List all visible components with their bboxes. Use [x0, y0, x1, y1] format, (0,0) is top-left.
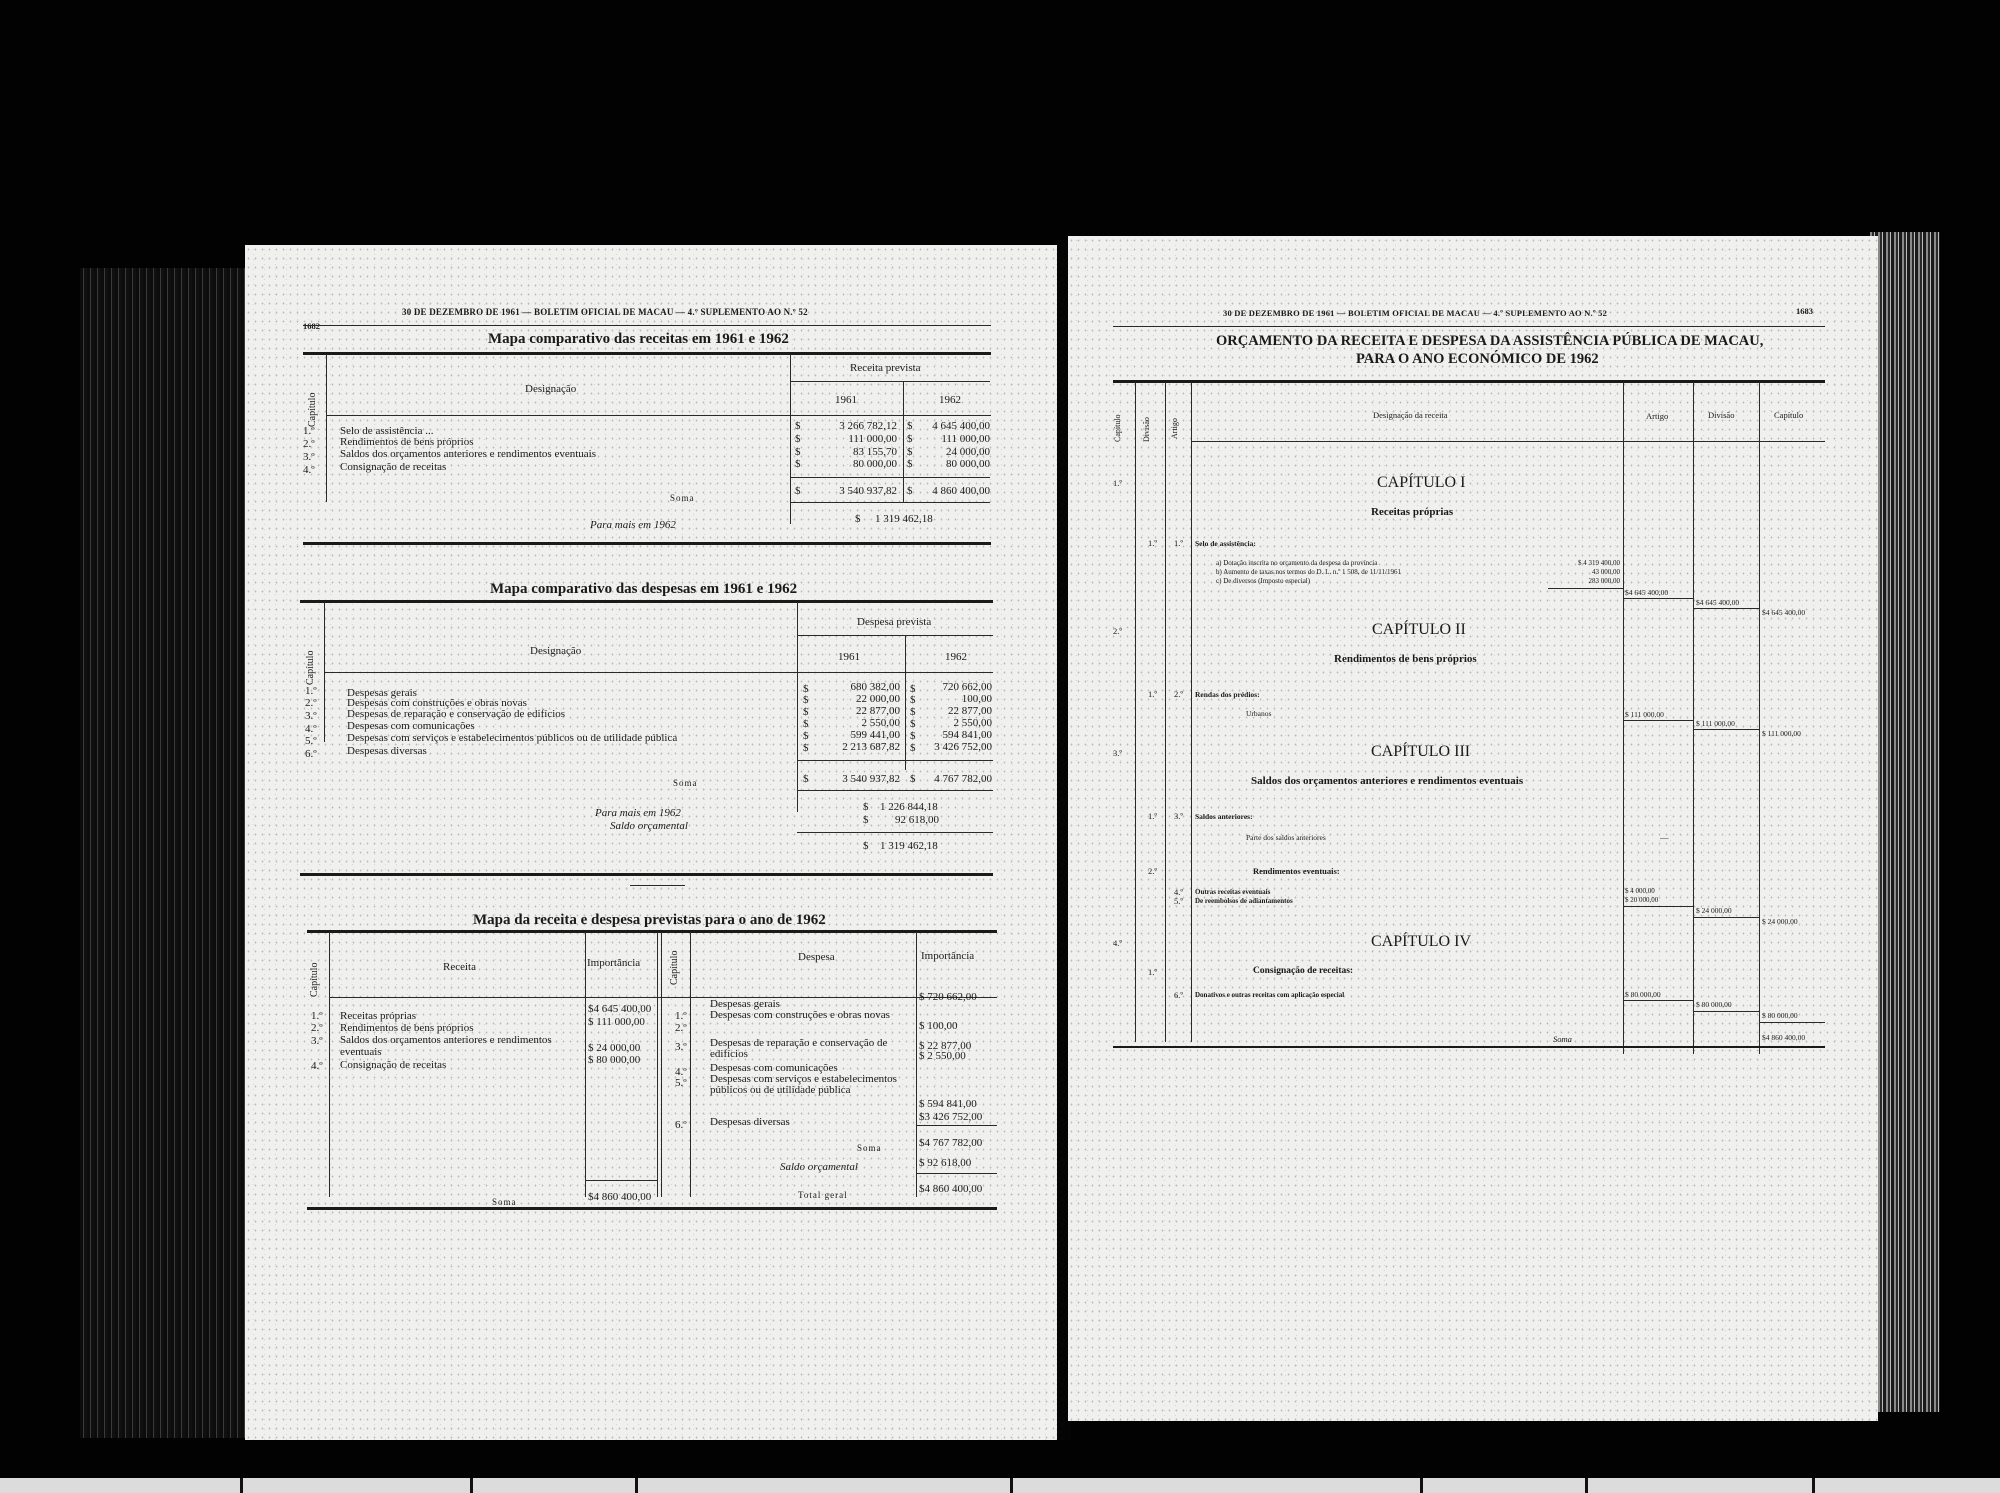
chapter-subheading: Saldos dos orçamentos anteriores e rendimentos eventuais: [1251, 775, 1524, 787]
item-label: Parte dos saldos anteriores: [1246, 833, 1326, 842]
rule: [1623, 906, 1693, 907]
division-number: 2.º: [1148, 866, 1158, 876]
row-label: Despesas gerais: [710, 998, 780, 1010]
rule: [300, 873, 993, 876]
column-header: 1962: [945, 651, 967, 663]
chapter-subheading: Rendimentos de bens próprios: [1334, 653, 1477, 665]
rule: [797, 635, 993, 636]
row-cap: 2.º: [311, 1022, 323, 1034]
scan-tick: [635, 1478, 638, 1493]
rule: [1113, 326, 1825, 327]
soma-receita-value: $4 860 400,00: [588, 1191, 652, 1203]
divisao-total: $ 80 000,00: [1696, 1000, 1732, 1009]
rule: [307, 1207, 997, 1210]
row-cap: 4.º: [311, 1060, 323, 1072]
running-header: 30 DE DEZEMBRO DE 1961 — BOLETIM OFICIAL DE MACAU — 4.º SUPLEMENTO AO N.º 52: [402, 307, 808, 317]
rule: [324, 672, 993, 673]
rule: [1191, 382, 1192, 1042]
article-number: 1.º: [1174, 538, 1184, 548]
book-edge-right: [1870, 232, 1940, 1412]
rule: [916, 1173, 997, 1174]
currency: $: [855, 513, 861, 525]
value-1962: 100,00: [961, 693, 992, 705]
page-number: 1682: [303, 321, 320, 331]
chapter-heading: CAPÍTULO III: [1371, 743, 1471, 760]
capitulo-total: $ 80 000,00: [1762, 1011, 1798, 1020]
currency: $: [907, 446, 913, 458]
table-title: Mapa da receita e despesa previstas para o ano de 1962: [473, 912, 826, 928]
row-value: $ 2 550,00: [919, 1050, 966, 1062]
rule: [326, 354, 327, 502]
column-header: Capítulo: [1774, 410, 1804, 420]
column-header: Divisão: [1708, 410, 1735, 420]
item-label: Urbanos: [1246, 709, 1272, 718]
rule: [916, 1125, 997, 1126]
currency: $: [803, 694, 809, 706]
page-number: 1683: [1796, 306, 1813, 316]
soma-receita-label: Soma: [492, 1197, 517, 1207]
value-1961: 80 000,00: [853, 458, 897, 470]
currency: $: [907, 433, 913, 445]
value-1962: 4 645 400,00: [932, 420, 990, 432]
item-value: 43 000,00: [1592, 568, 1620, 576]
article-number: 2.º: [1174, 689, 1184, 699]
capitulo-total: $ 24 000,00: [1762, 917, 1798, 926]
item-label: a) Dotação inscrita no orçamento da despesa da província: [1216, 559, 1378, 567]
soma-1961: 3 540 937,82: [839, 485, 897, 497]
row-label: Consignação de receitas: [340, 461, 447, 473]
soma-label: Soma: [1553, 1034, 1572, 1044]
total-geral-value: $4 860 400,00: [919, 1183, 983, 1195]
row-cap: 1.º: [303, 425, 315, 437]
column-header: Capítulo: [1113, 414, 1122, 442]
row-cap: 3.º: [303, 451, 315, 463]
rule: [329, 997, 997, 998]
rule: [326, 415, 991, 416]
rule: [1191, 441, 1825, 442]
row-label: Despesas de reparação e conservação de edifícios: [710, 1037, 888, 1060]
para-mais-value: 1 226 844,18: [880, 801, 938, 813]
table-title: Mapa comparativo das receitas em 1961 e 1962: [488, 331, 789, 347]
row-cap: 4.º: [303, 464, 315, 476]
column-header: Despesa prevista: [857, 616, 932, 628]
left-page: [245, 245, 1057, 1440]
value-1962: 22 877,00: [948, 705, 992, 717]
row-label: Despesas com comunicações: [347, 720, 475, 732]
right-page: [1068, 236, 1878, 1421]
value-1962: 594 841,00: [942, 729, 992, 741]
currency: $: [910, 683, 916, 695]
chapter-heading: CAPÍTULO II: [1372, 621, 1466, 638]
value-1961: 3 266 782,12: [839, 420, 897, 432]
column-header: Designação da receita: [1373, 410, 1448, 420]
rule: [916, 932, 917, 1197]
row-value: $3 426 752,00: [919, 1111, 983, 1123]
article-value: $ 20 000,00: [1625, 896, 1659, 904]
currency: $: [863, 801, 869, 813]
book-edge-left: [80, 268, 245, 1438]
currency: $: [910, 773, 916, 785]
row-label: Receitas próprias: [340, 1010, 417, 1022]
rule: [630, 885, 685, 886]
value-1962: 3 426 752,00: [934, 741, 992, 753]
scan-tick: [470, 1478, 473, 1493]
rule: [1759, 382, 1760, 1054]
rule: [790, 477, 990, 478]
soma-1962: 4 767 782,00: [934, 773, 992, 785]
article-label: Rendas dos prédios:: [1195, 690, 1260, 699]
column-header: Importância: [921, 950, 975, 962]
row-label: Rendimentos de bens próprios: [340, 436, 474, 448]
document-title-line1: ORÇAMENTO DA RECEITA E DESPESA DA ASSISTÊNCIA PÚBLICA DE MACAU,: [1216, 333, 1764, 349]
row-label: Consignação de receitas: [340, 1059, 447, 1071]
currency: $: [907, 458, 913, 470]
row-cap: 4.º: [675, 1066, 687, 1078]
para-mais-label: Para mais em 1962: [595, 807, 681, 819]
currency: $: [803, 683, 809, 695]
artigo-total: $ 80 000,00: [1625, 990, 1661, 999]
rule: [1693, 382, 1694, 1054]
article-value: $ 4 000,00: [1625, 887, 1655, 895]
scan-tick: [240, 1478, 243, 1493]
article-label: Donativos e outras receitas com aplicação especial: [1195, 991, 1345, 999]
divisao-total: $ 24 000,00: [1696, 906, 1732, 915]
row-value: $ 22 877,00: [919, 1040, 972, 1052]
rule: [300, 600, 993, 603]
rule: [1113, 380, 1825, 383]
saldo-value: $ 92 618,00: [919, 1157, 972, 1169]
currency: $: [910, 718, 916, 730]
article-label: Saldos anteriores:: [1195, 812, 1253, 821]
currency: $: [795, 446, 801, 458]
row-cap: 2.º: [305, 697, 317, 709]
row-value: $ 594 841,00: [919, 1098, 977, 1110]
row-cap: 1.º: [305, 685, 317, 697]
column-header: 1961: [835, 394, 857, 406]
column-header: Divisão: [1142, 417, 1151, 442]
soma-despesa-value: $4 767 782,00: [919, 1137, 983, 1149]
capitulo-total: $4 645 400,00: [1762, 608, 1806, 617]
currency: $: [803, 730, 809, 742]
row-cap: 6.º: [675, 1119, 687, 1131]
row-label: Despesas com construções e obras novas: [710, 1009, 890, 1021]
value-1962: 111 000,00: [941, 433, 990, 445]
currency: $: [907, 420, 913, 432]
row-value: $ 100,00: [919, 1020, 958, 1032]
currency: $: [910, 742, 916, 754]
chapter-number: 2.º: [1113, 626, 1123, 636]
value-1962: 24 000,00: [946, 446, 990, 458]
rule: [790, 502, 990, 503]
rule: [661, 932, 662, 1197]
row-label: Saldos dos orçamentos anteriores e rendimentos eventuais: [340, 448, 596, 460]
artigo-total: $4 645 400,00: [1625, 588, 1669, 597]
row-label: Despesas de reparação e conservação de edifícios: [347, 708, 566, 720]
scan-tick: [1585, 1478, 1588, 1493]
rule: [1113, 1046, 1825, 1048]
row-label: Despesas com comunicações: [710, 1062, 838, 1074]
rule: [1135, 382, 1136, 1042]
rule: [1693, 917, 1759, 918]
total-value: 1 319 462,18: [880, 840, 938, 852]
item-value: —: [1660, 832, 1669, 842]
saldo-label: Saldo orçamental: [610, 820, 688, 832]
rule: [797, 760, 993, 761]
chapter-number: 1.º: [1113, 478, 1123, 488]
article-number: 4.º: [1174, 887, 1184, 897]
chapter-subheading: Consignação de receitas:: [1253, 966, 1354, 976]
currency: $: [863, 814, 869, 826]
rule: [1693, 608, 1759, 609]
value-1962: 720 662,00: [942, 681, 992, 693]
value-1961: 2 550,00: [861, 717, 900, 729]
table-title: Mapa comparativo das despesas em 1961 e 1962: [490, 581, 798, 597]
currency: $: [795, 485, 801, 497]
rule: [1759, 1022, 1825, 1023]
division-number: 1.º: [1148, 967, 1158, 977]
capitulo-total: $ 111 000,00: [1762, 729, 1801, 738]
row-label: Despesas diversas: [710, 1116, 790, 1128]
column-header: Despesa: [798, 951, 835, 963]
soma-value: $4 860 400,00: [1762, 1033, 1806, 1042]
chapter-number: 4.º: [1113, 938, 1123, 948]
row-value: $ 111 000,00: [588, 1016, 645, 1028]
column-header: Importância: [587, 957, 641, 969]
row-value: $ 80 000,00: [588, 1054, 641, 1066]
rule: [329, 932, 330, 1197]
value-1961: 22 877,00: [856, 705, 900, 717]
row-cap: 5.º: [675, 1077, 687, 1089]
row-cap: 6.º: [305, 748, 317, 760]
rule: [585, 932, 586, 1197]
running-header: 30 DE DEZEMBRO DE 1961 — BOLETIM OFICIAL DE MACAU — 4.º SUPLEMENTO AO N.º 52: [1223, 308, 1608, 318]
para-mais-label: Para mais em 1962: [590, 519, 676, 531]
rule: [1548, 588, 1623, 589]
artigo-total: $ 111 000,00: [1625, 710, 1664, 719]
column-header: Designação: [530, 645, 582, 657]
item-value: $ 4 319 400,00: [1578, 559, 1620, 567]
row-cap: 4.º: [305, 723, 317, 735]
currency: $: [803, 706, 809, 718]
currency: $: [910, 706, 916, 718]
article-label: Selo de assistência:: [1195, 539, 1256, 548]
value-1962: 80 000,00: [946, 458, 990, 470]
row-value: $ 24 000,00: [588, 1042, 641, 1054]
article-number: 5.º: [1174, 896, 1184, 906]
row-value: $ 720 662,00: [919, 991, 977, 1003]
chapter-subheading: Receitas próprias: [1371, 506, 1454, 518]
chapter-number: 3.º: [1113, 748, 1123, 758]
currency: $: [910, 694, 916, 706]
row-cap: 5.º: [305, 735, 317, 747]
column-header: Capítulo: [309, 962, 320, 997]
rule: [1165, 382, 1166, 1042]
rule: [797, 832, 993, 833]
value-1961: 680 382,00: [850, 681, 900, 693]
row-cap: 3.º: [305, 710, 317, 722]
item-label: b) Aumento de taxas nos termos do D. L. n.º 1 508, de 11/11/1961: [1216, 568, 1401, 576]
rule: [797, 790, 993, 791]
column-header: Receita: [443, 961, 476, 973]
total-geral-label: Total geral: [798, 1190, 848, 1200]
column-header: Receita prevista: [850, 362, 921, 374]
row-label: Selo de assistência ...: [340, 425, 434, 437]
rule: [690, 932, 691, 1197]
soma-1961: 3 540 937,82: [842, 773, 900, 785]
item-label: c) De diversos (Imposto especial): [1216, 577, 1311, 585]
row-label: Despesas com serviços e estabelecimentos públicos ou de utilidade pública: [347, 732, 678, 744]
item-value: 283 000,00: [1588, 577, 1620, 585]
para-mais-value: 1 319 462,18: [875, 513, 933, 525]
divisao-total: $ 111 000,00: [1696, 719, 1735, 728]
column-header: Capítulo: [307, 392, 318, 427]
column-header: 1961: [838, 651, 860, 663]
row-value: $4 645 400,00: [588, 1003, 652, 1015]
rule: [307, 930, 997, 933]
row-label: Rendimentos de bens próprios: [340, 1022, 474, 1034]
divisao-total: $4 645 400,00: [1696, 598, 1740, 607]
chapter-heading: CAPÍTULO IV: [1371, 933, 1471, 950]
row-cap: 2.º: [675, 1022, 687, 1034]
rule: [1693, 1011, 1759, 1012]
scan-tick: [1420, 1478, 1423, 1493]
soma-1962: 4 860 400,00: [932, 485, 990, 497]
column-header: 1962: [939, 394, 961, 406]
row-cap: 3.º: [311, 1035, 323, 1047]
rule: [790, 381, 990, 382]
rule: [905, 635, 906, 770]
rule: [1623, 382, 1624, 1054]
row-cap: 2.º: [303, 438, 315, 450]
value-1961: 83 155,70: [853, 446, 897, 458]
value-1961: 111 000,00: [848, 433, 897, 445]
rule: [1693, 729, 1759, 730]
article-label: Outras receitas eventuais: [1195, 888, 1271, 896]
currency: $: [803, 718, 809, 730]
column-header: Capítulo: [669, 950, 680, 985]
division-label: Rendimentos eventuais:: [1253, 866, 1340, 876]
document-title-line2: PARA O ANO ECONÓMICO DE 1962: [1356, 351, 1599, 367]
currency: $: [795, 433, 801, 445]
rule: [790, 354, 791, 524]
scan-bottom-strip: [0, 1478, 2000, 1493]
soma-despesa-label: Soma: [857, 1143, 882, 1153]
division-number: 1.º: [1148, 538, 1158, 548]
article-number: 6.º: [1174, 990, 1184, 1000]
currency: $: [803, 773, 809, 785]
value-1961: 22 000,00: [856, 693, 900, 705]
column-header: Artigo: [1646, 411, 1669, 421]
row-label: Despesas com serviços e estabelecimentos públicos ou de utilidade pública: [710, 1073, 897, 1096]
currency: $: [795, 458, 801, 470]
saldo-label: Saldo orçamental: [780, 1161, 858, 1173]
row-label: Saldos dos orçamentos anteriores e rendimentos eventuais: [340, 1034, 552, 1058]
rule: [303, 542, 991, 545]
row-label: Despesas com construções e obras novas: [347, 697, 527, 709]
currency: $: [910, 730, 916, 742]
saldo-value: 92 618,00: [895, 814, 939, 826]
scan-tick: [1010, 1478, 1013, 1493]
scan-tick: [1812, 1478, 1815, 1493]
rule: [1623, 598, 1693, 599]
column-header: Capítulo: [305, 650, 316, 685]
rule: [303, 325, 991, 326]
currency: $: [863, 840, 869, 852]
rule: [1623, 720, 1693, 721]
row-cap: 1.º: [675, 1010, 687, 1022]
rule: [657, 932, 658, 1197]
column-header: Artigo: [1170, 418, 1179, 439]
value-1961: 2 213 687,82: [842, 741, 900, 753]
soma-label: Soma: [673, 778, 698, 788]
article-number: 3.º: [1174, 811, 1184, 821]
row-cap: 1.º: [311, 1010, 323, 1022]
article-label: De reembolsos de adiantamentos: [1195, 897, 1293, 905]
currency: $: [907, 485, 913, 497]
value-1962: 2 550,00: [953, 717, 992, 729]
currency: $: [795, 420, 801, 432]
division-number: 1.º: [1148, 811, 1158, 821]
value-1961: 599 441,00: [850, 729, 900, 741]
rule: [585, 1180, 657, 1181]
row-cap: 3.º: [675, 1041, 687, 1053]
chapter-heading: CAPÍTULO I: [1377, 474, 1466, 491]
rule: [1623, 1000, 1693, 1001]
currency: $: [803, 742, 809, 754]
row-label: Despesas diversas: [347, 745, 427, 757]
division-number: 1.º: [1148, 689, 1158, 699]
column-header: Designação: [525, 383, 577, 395]
soma-label: Soma: [670, 493, 695, 503]
rule: [303, 352, 991, 355]
rule: [797, 602, 798, 812]
rule: [903, 381, 904, 503]
row-label: Despesas gerais: [347, 687, 417, 699]
